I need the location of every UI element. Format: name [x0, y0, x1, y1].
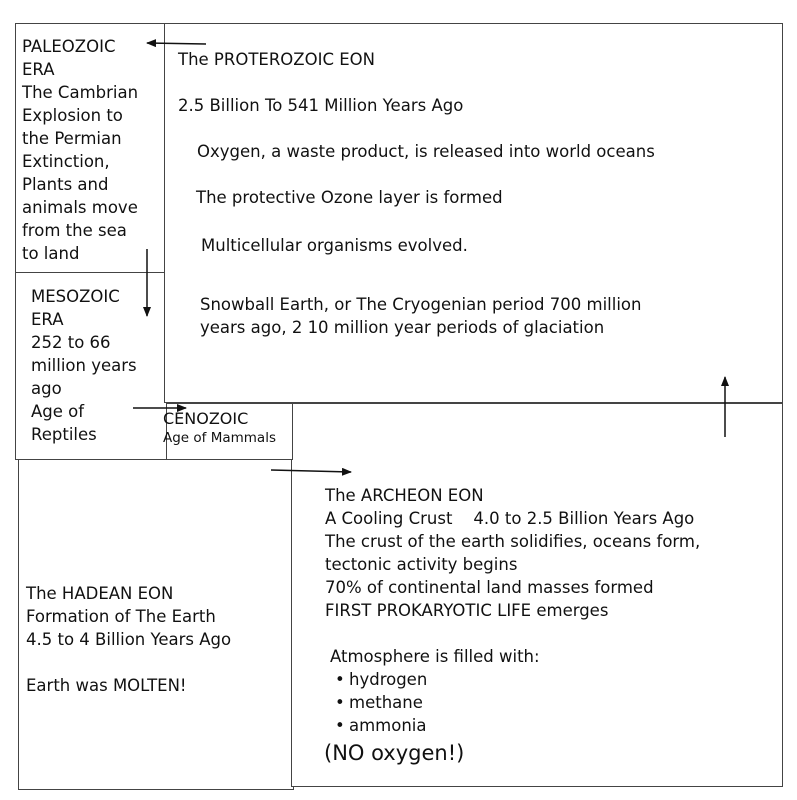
hadean-line: Earth was MOLTEN!: [26, 676, 187, 695]
paleozoic-line: animals move: [22, 198, 138, 217]
atmosphere-label: Atmosphere is filled with:: [330, 647, 540, 666]
proterozoic-dates: 2.5 Billion To 541 Million Years Ago: [178, 96, 464, 115]
paleozoic-line: Explosion to: [22, 106, 123, 125]
proterozoic-point-snowball-1: Snowball Earth, or The Cryogenian period 700 million: [200, 295, 642, 314]
mesozoic-line: MESOZOIC: [31, 287, 120, 306]
cenozoic-title: CENOZOIC: [163, 409, 249, 428]
mesozoic-line: Age of: [31, 402, 85, 421]
proterozoic-point-oxygen: Oxygen, a waste product, is released into world oceans: [197, 142, 655, 161]
arrow-proterozoic-to-paleozoic: [147, 43, 206, 44]
paleozoic-line: from the sea: [22, 221, 127, 240]
archeon-line: FIRST PROKARYOTIC LIFE emerges: [325, 601, 609, 620]
gas-list-item: • hydrogen: [335, 668, 427, 691]
archeon-line: 70% of continental land masses formed: [325, 578, 654, 597]
gas-list-item: • methane: [335, 691, 427, 714]
paleozoic-line: PALEOZOIC: [22, 37, 116, 56]
proterozoic-point-ozone: The protective Ozone layer is formed: [196, 188, 503, 207]
paleozoic-line: the Permian: [22, 129, 122, 148]
mesozoic-line: ago: [31, 379, 62, 398]
archeon-line: tectonic activity begins: [325, 555, 518, 574]
arrow-hadean-to-archeon: [271, 470, 351, 472]
hadean-line: The HADEAN EON: [26, 584, 174, 603]
paleozoic-line: The Cambrian: [22, 83, 139, 102]
gas-list-item: • ammonia: [335, 714, 427, 737]
mesozoic-line: ERA: [31, 310, 64, 329]
hadean-line: Formation of The Earth: [26, 607, 216, 626]
archeon-line: The crust of the earth solidifies, oceans form,: [325, 532, 701, 551]
archeon-line: A Cooling Crust 4.0 to 2.5 Billion Years Ago: [325, 509, 695, 528]
paleozoic-line: ERA: [22, 60, 55, 79]
mesozoic-line: million years: [31, 356, 137, 375]
mesozoic-line: 252 to 66: [31, 333, 111, 352]
mesozoic-line: Reptiles: [31, 425, 97, 444]
paleozoic-line: Plants and: [22, 175, 109, 194]
paleozoic-line: to land: [22, 244, 80, 263]
archeon-line: The ARCHEON EON: [325, 486, 484, 505]
proterozoic-point-snowball-2: years ago, 2 10 million year periods of glaciation: [200, 318, 605, 337]
hadean-line: 4.5 to 4 Billion Years Ago: [26, 630, 232, 649]
proterozoic-title: The PROTEROZOIC EON: [178, 50, 375, 69]
cenozoic-subtitle: Age of Mammals: [163, 430, 276, 446]
no-oxygen-note: (NO oxygen!): [324, 741, 465, 765]
paleozoic-line: Extinction,: [22, 152, 110, 171]
proterozoic-point-multicellular: Multicellular organisms evolved.: [201, 236, 468, 255]
